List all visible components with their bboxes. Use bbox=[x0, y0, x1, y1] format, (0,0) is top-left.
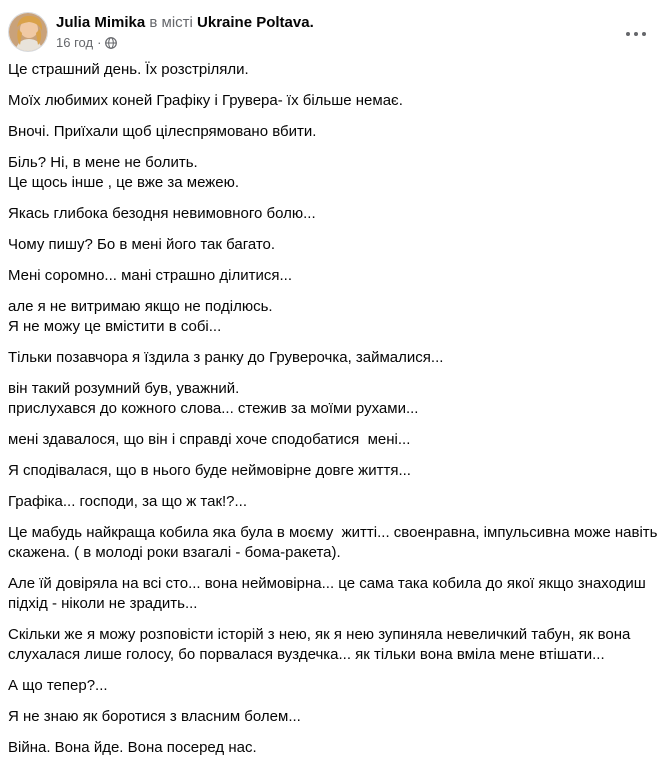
post-paragraph: Моїх любимих коней Графіку і Грувера- їх більше немає. bbox=[8, 92, 403, 109]
location-prefix: в місті bbox=[149, 14, 193, 31]
post-paragraph: Це мабудь найкраща кобила яка була в моєму житті... своенравна, імпульсивна може навіть скажена. ( в молоді роки взагалі - бома-ракета). bbox=[8, 524, 662, 561]
separator: · bbox=[97, 35, 102, 50]
location-suffix: . bbox=[309, 14, 314, 31]
post-paragraph: мені здавалося, що він і справді хоче сподобатися мені... bbox=[8, 431, 411, 448]
author-line bbox=[56, 14, 314, 32]
location-link[interactable]: Ukraine Poltava bbox=[197, 14, 310, 31]
avatar[interactable] bbox=[8, 12, 48, 52]
post-text bbox=[8, 60, 662, 769]
post-paragraph: Графіка... господи, за що ж так!?... bbox=[8, 493, 248, 510]
post-subline bbox=[56, 35, 314, 51]
post-paragraph: але я не витримаю якщо не поділюсь. Я не можу це вмістити в собі... bbox=[8, 298, 273, 335]
post-paragraph: Я не знаю як боротися з власним болем... bbox=[8, 708, 301, 725]
post-timestamp[interactable]: 16 год bbox=[56, 35, 94, 50]
post-paragraph: Я сподівалася, що в нього буде неймовірне довге життя... bbox=[8, 462, 411, 479]
post-paragraph: він такий розумний був, уважний. прислухався до кожного слова... стежив за моїми рухами... bbox=[8, 380, 419, 417]
post-paragraph: Скільки же я можу розповісти історій з нею, як я нею зупиняла невеличкий табун, як вона слухалася лише голосу, бо порвалася вуздечка... як тільки вона вміла мене втішати... bbox=[8, 626, 635, 663]
more-dot bbox=[634, 32, 638, 36]
author-name[interactable]: Julia Mimika bbox=[56, 14, 146, 31]
more-dot bbox=[642, 32, 646, 36]
post-header bbox=[8, 12, 654, 56]
more-horizontal-icon bbox=[626, 32, 630, 36]
post-paragraph: Це страшний день. Їх розстріляли. bbox=[8, 61, 249, 78]
post-paragraph: Тільки позавчора я їздила з ранку до Груверочка, займалися... bbox=[8, 349, 444, 366]
post-paragraph: Мені соромно... мані страшно ділитися... bbox=[8, 267, 293, 284]
globe-icon bbox=[105, 37, 117, 49]
post-paragraph: Вночі. Приїхали щоб цілеспрямовано вбити. bbox=[8, 123, 317, 140]
avatar-photo bbox=[9, 13, 48, 52]
post-paragraph: Чому пишу? Бо в мені його так багато. bbox=[8, 236, 276, 253]
post-paragraph: Але їй довіряла на всі сто... вона неймовірна... це сама така кобила до якої якщо знаходиш підхід - ніколи не зрадить... bbox=[8, 575, 650, 612]
post-paragraph: Якась глибока безодня невимовного болю... bbox=[8, 205, 316, 222]
post-meta bbox=[56, 14, 314, 51]
post-paragraph: Війна. Вона йде. Вона посеред нас. bbox=[8, 739, 257, 756]
post-paragraph: Біль? Ні, в мене не болить. Це щось інше , це вже за межею. bbox=[8, 154, 240, 191]
post-paragraph: А що тепер?... bbox=[8, 677, 108, 694]
more-options-button[interactable] bbox=[618, 16, 654, 52]
